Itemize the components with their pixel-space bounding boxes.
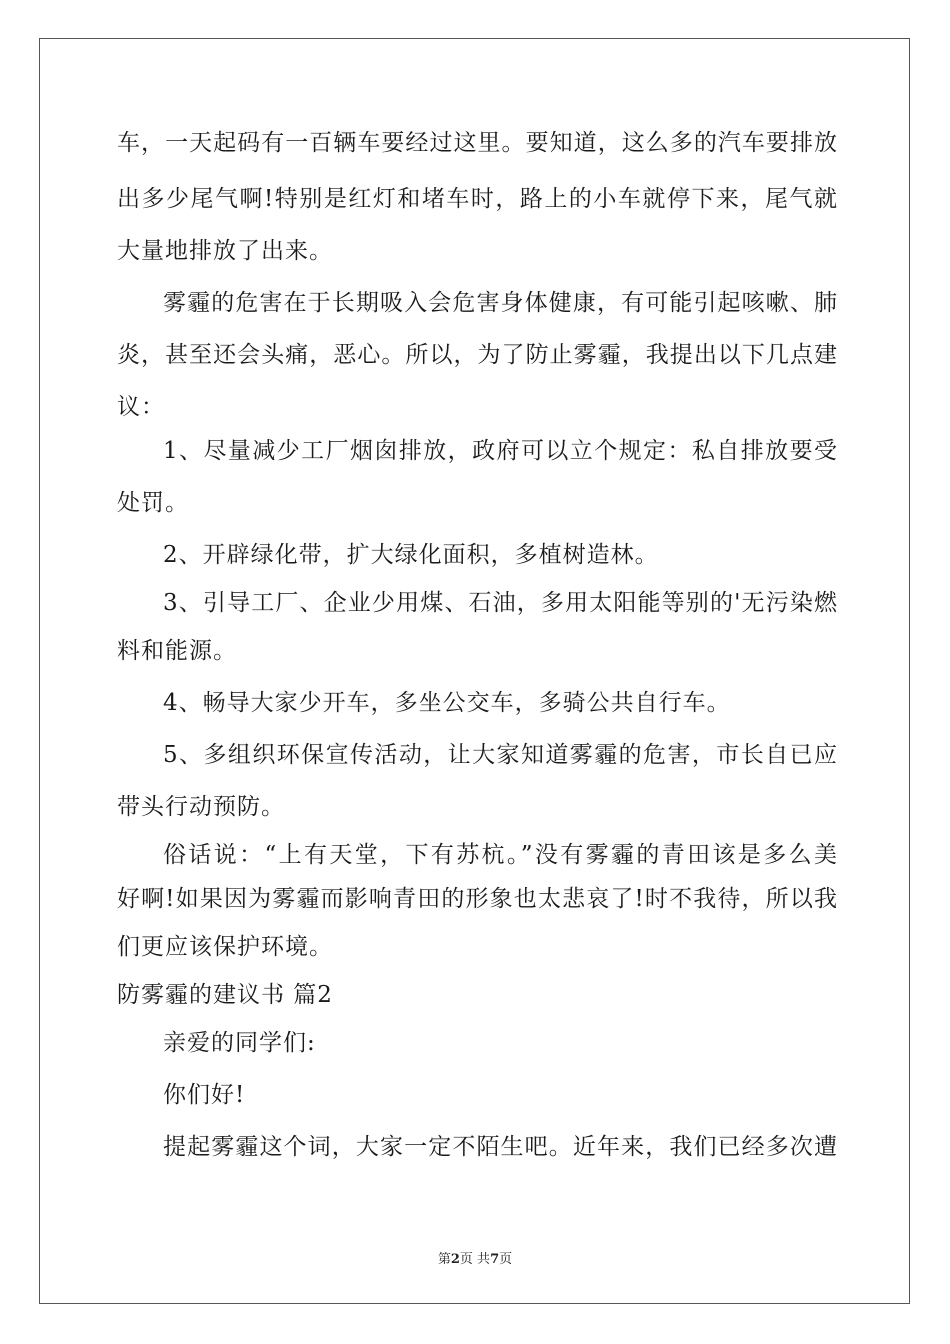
footer-total-pages: 7 [490, 1252, 500, 1267]
footer-page-suffix: 页 [499, 1252, 513, 1267]
paragraph-line: 们更应该保护环境。 [117, 934, 333, 960]
footer-page-mid: 页 共 [459, 1252, 491, 1267]
paragraph-line: 俗话说：“上有天堂，下有苏杭。”没有雾霾的青田该是多么美 [163, 842, 837, 868]
paragraph-line: 车，一天起码有一百辆车要经过这里。要知道，这么多的汽车要排放 [117, 130, 837, 156]
salutation-line: 亲爱的同学们: [163, 1030, 316, 1056]
footer-page-prefix: 第 [437, 1252, 451, 1267]
paragraph-line: 5、多组织环保宣传活动，让大家知道雾霾的危害，市长自已应 [163, 742, 837, 768]
greeting-line: 你们好! [163, 1082, 246, 1108]
paragraph-line: 料和能源。 [117, 638, 237, 664]
paragraph-line: 4、畅导大家少开车，多坐公交车，多骑公共自行车。 [163, 690, 731, 716]
paragraph-line: 炎，甚至还会头痛，恶心。所以，为了防止雾霾，我提出以下几点建 [117, 342, 837, 368]
paragraph-line: 提起雾霾这个词，大家一定不陌生吧。近年来，我们已经多次遭 [163, 1134, 837, 1160]
paragraph-line: 雾霾的危害在于长期吸入会危害身体健康，有可能引起咳嗽、肺 [163, 290, 837, 316]
page-border [39, 38, 910, 1304]
paragraph-line: 好啊!如果因为雾霾而影响青田的形象也太悲哀了!时不我待，所以我 [117, 886, 837, 912]
footer-current-page: 2 [450, 1252, 460, 1267]
paragraph-line: 3、引导工厂、企业少用煤、石油，多用太阳能等别的'无污染燃 [163, 590, 837, 616]
page-footer [0, 1248, 950, 1267]
paragraph-line: 带头行动预防。 [117, 794, 285, 820]
paragraph-line: 出多少尾气啊!特别是红灯和堵车时，路上的小车就停下来，尾气就 [117, 186, 837, 212]
paragraph-line: 议： [117, 394, 165, 420]
paragraph-line: 处罚。 [117, 490, 189, 516]
paragraph-line: 1、尽量减少工厂烟囱排放，政府可以立个规定：私自排放要受 [163, 438, 837, 464]
section-heading: 防雾霾的建议书 篇2 [117, 982, 333, 1008]
paragraph-line: 大量地排放了出来。 [117, 238, 333, 264]
paragraph-line: 2、开辟绿化带，扩大绿化面积，多植树造林。 [163, 542, 659, 568]
